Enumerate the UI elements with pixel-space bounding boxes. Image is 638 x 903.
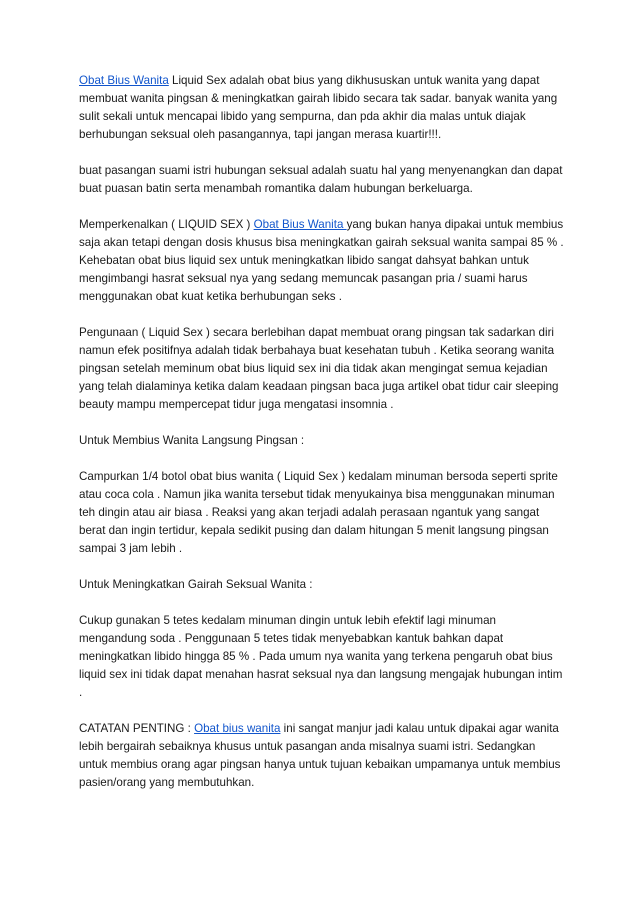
paragraph-libido-instructions [79,612,565,702]
link-obat-bius-wanita-2[interactable]: Obat Bius Wanita [253,218,347,231]
paragraph-important-note-after: ini sangat manjur jadi kalau untuk dipakai agar wanita lebih bergairah sebaiknya khusus untuk pasangan anda misalnya suami istri. Sedangkan untuk membius orang agar pingsan hanya untuk tujuan kebaikan umpamanya untuk membius pasien/orang yang membutuhkan. [79,722,561,789]
paragraph-important-note [79,720,565,792]
paragraph-faint-instructions-text: Campurkan 1/4 botol obat bius wanita ( Liquid Sex ) kedalam minuman bersoda seperti sprite atau coca cola . Namun jika wanita tersebut tidak menyukainya bisa menggunakan minuman teh dingin atau air biasa . Reaksi yang akan terjadi adalah perasaan ngantuk yang sangat berat dan ingin tertidur, kepala sedikit pusing dan dalam hitungan 5 menit langsung pingsan sampai 3 jam lebih . [79,470,558,555]
heading-libido-instructions-text: Untuk Meningkatkan Gairah Seksual Wanita : [79,578,313,591]
heading-faint-instructions [79,432,565,450]
link-obat-bius-wanita-1[interactable]: Obat Bius Wanita [79,74,169,87]
paragraph-faint-instructions [79,468,565,558]
paragraph-intro-text: Liquid Sex adalah obat bius yang dikhususkan untuk wanita yang dapat membuat wanita pingsan & meningkatkan gairah libido secara tak sadar. banyak wanita yang sulit sekali untuk mencapai libido yang sempurna, dan pda akhir dia malas untuk diajak berhubungan seksual oleh pasangannya, tapi jangan merasa kuartir!!!. [79,74,558,141]
paragraph-introducing-before: Memperkenalkan ( LIQUID SEX ) [79,218,254,231]
heading-faint-instructions-text: Untuk Membius Wanita Langsung Pingsan : [79,434,305,447]
paragraph-usage [79,324,565,414]
paragraph-couples-text: buat pasangan suami istri hubungan seksual adalah suatu hal yang menyenangkan dan dapat buat puasan batin serta menambah romantika dalam hubungan berkeluarga. [79,164,563,195]
document-body [79,72,565,810]
paragraph-introducing [79,216,565,306]
paragraph-couples [79,162,565,198]
paragraph-introducing-after: yang bukan hanya dipakai untuk membius saja akan tetapi dengan dosis khusus bisa meningkatkan gairah seksual wanita sampai 85 % . Kehebatan obat bius liquid sex untuk meningkatkan libido sangat dahsyat bahkan untuk mengimbangi hasrat seksual nya yang sedang memuncak pasangan pria / suami harus menggunakan obat kuat ketika berhubungan seks . [79,218,564,303]
paragraph-libido-instructions-text: Cukup gunakan 5 tetes kedalam minuman dingin untuk lebih efektif lagi minuman mengandung soda . Penggunaan 5 tetes tidak menyebabkan kantuk bahkan dapat meningkatkan libido hingga 85 % . Pada umum nya wanita yang terkena pengaruh obat bius liquid sex ini tidak dapat menahan hasrat seksual nya dan langsung mengajak hubungan intim . [79,614,563,699]
paragraph-important-note-before: CATATAN PENTING : [79,722,195,735]
heading-libido-instructions [79,576,565,594]
link-obat-bius-wanita-3[interactable]: Obat bius wanita [194,722,281,735]
paragraph-intro [79,72,565,144]
paragraph-usage-text: Pengunaan ( Liquid Sex ) secara berlebihan dapat membuat orang pingsan tak sadarkan diri namun efek positifnya adalah tidak berbahaya buat kesehatan tubuh . Ketika seorang wanita pingsan setelah meminum obat bius liquid sex ini dia tidak akan mengingat semua kejadian yang telah dialaminya ketika dalam keadaan pingsan baca juga artikel obat tidur cair sleeping beauty mampu mempercepat tidur juga mengatasi insomnia . [79,326,559,411]
